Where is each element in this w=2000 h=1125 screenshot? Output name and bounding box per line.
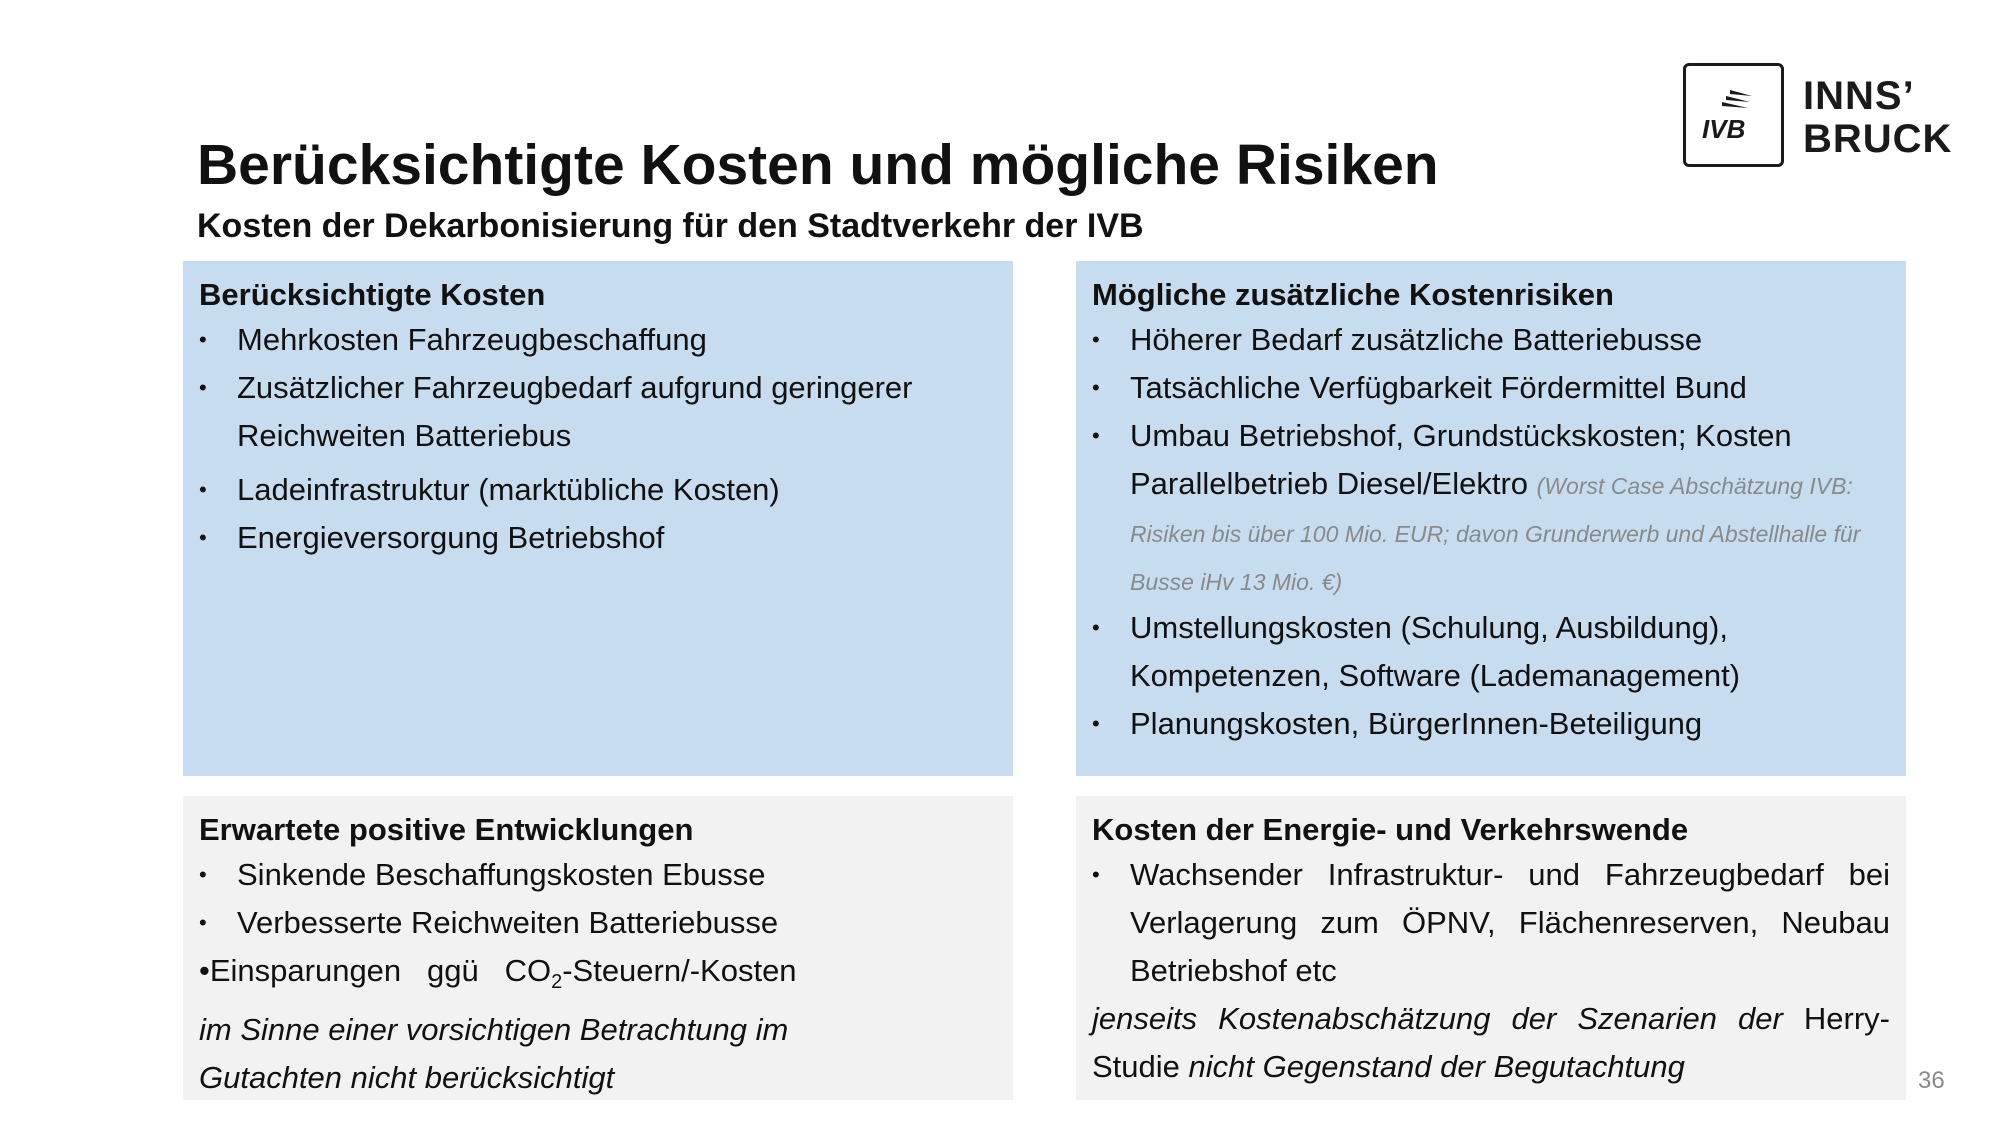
panel-heading: Berücksichtigte Kosten — [199, 277, 546, 312]
considered-costs-panel — [183, 261, 1013, 776]
list-item: • Verbesserte Reichweiten Batteriebusse — [199, 899, 997, 947]
co2-savings-line — [199, 947, 997, 1006]
worst-case-note: (Worst Case Abschätzung IVB: Risiken bis über 100 Mio. EUR; davon Grunderwerb und Abstellhalle für Busse iHv 13 Mio. €) — [1130, 473, 1861, 595]
ivb-logo-mark — [1683, 63, 1784, 167]
savings-suffix: -Steuern/-Kosten — [562, 953, 797, 988]
remark-part-2: nicht Gegenstand der Begutachtung — [1188, 1049, 1685, 1084]
panel-heading: Mögliche zusätzliche Kostenrisiken — [1092, 277, 1614, 312]
ivb-innsbruck-logo — [1683, 63, 1953, 169]
wordmark-line-1: INNS’ — [1803, 74, 1915, 118]
panel-heading: Erwartete positive Entwicklungen — [199, 812, 694, 847]
page-number: 36 — [1918, 1067, 1945, 1094]
list-item: • Energieversorgung Betriebshof — [199, 514, 997, 562]
energy-transition-panel — [1076, 796, 1906, 1100]
energy-transition-list — [1092, 851, 1890, 995]
panel-heading: Kosten der Energie- und Verkehrswende — [1092, 812, 1689, 847]
wordmark-line-2: BRUCK — [1803, 117, 1953, 161]
list-item: • Wachsender Infrastruktur- und Fahrzeugbedarf bei Verlagerung zum ÖPNV, Flächenreserven, Neubau Betriebshof etc — [1092, 851, 1890, 995]
list-item-text: Umbau Betriebshof, Grundstückskosten; Kosten Parallelbetrieb Diesel/Elektro — [1130, 418, 1792, 501]
not-considered-remark: im Sinne einer vorsichtigen Betrachtung im Gutachten nicht berücksichtigt — [199, 1012, 789, 1096]
cost-risks-list — [1092, 316, 1890, 748]
page-subtitle: Kosten der Dekarbonisierung für den Stadtverkehr der IVB — [197, 207, 1144, 245]
remark-part-1: jenseits Kostenabschätzung der Szenarien der — [1092, 1001, 1783, 1036]
ivb-swoosh-icon — [1700, 86, 1770, 146]
list-item: • Höherer Bedarf zusätzliche Batteriebusse — [1092, 316, 1890, 364]
list-item: • Tatsächliche Verfügbarkeit Fördermittel Bund — [1092, 364, 1890, 412]
considered-costs-list — [199, 316, 997, 562]
innsbruck-wordmark — [1803, 75, 1952, 161]
cost-risks-panel — [1076, 261, 1906, 776]
list-item — [1092, 412, 1890, 604]
list-item: • Sinkende Beschaffungskosten Ebusse — [199, 851, 997, 899]
transition-remark — [1092, 995, 1890, 1091]
positive-developments-panel — [183, 796, 1013, 1100]
page-title: Berücksichtigte Kosten und mögliche Risiken — [197, 133, 1439, 197]
list-item: • Mehrkosten Fahrzeugbeschaffung — [199, 316, 997, 364]
positive-developments-list — [199, 851, 997, 947]
savings-prefix: •Einsparungen ggü CO — [199, 953, 552, 988]
list-item: • Planungskosten, BürgerInnen-Beteiligung — [1092, 700, 1890, 748]
list-item: • Umstellungskosten (Schulung, Ausbildung), Kompetenzen, Software (Lademanagement) — [1092, 604, 1890, 700]
list-item: • Zusätzlicher Fahrzeugbedarf aufgrund geringerer Reichweiten Batteriebus — [199, 364, 997, 460]
ivb-mark-text: IVB — [1702, 114, 1746, 144]
savings-subscript: 2 — [551, 971, 563, 994]
remark-study-name: Herry-Studie — [1092, 1001, 1890, 1084]
list-item: • Ladeinfrastruktur (marktübliche Kosten) — [199, 466, 997, 514]
